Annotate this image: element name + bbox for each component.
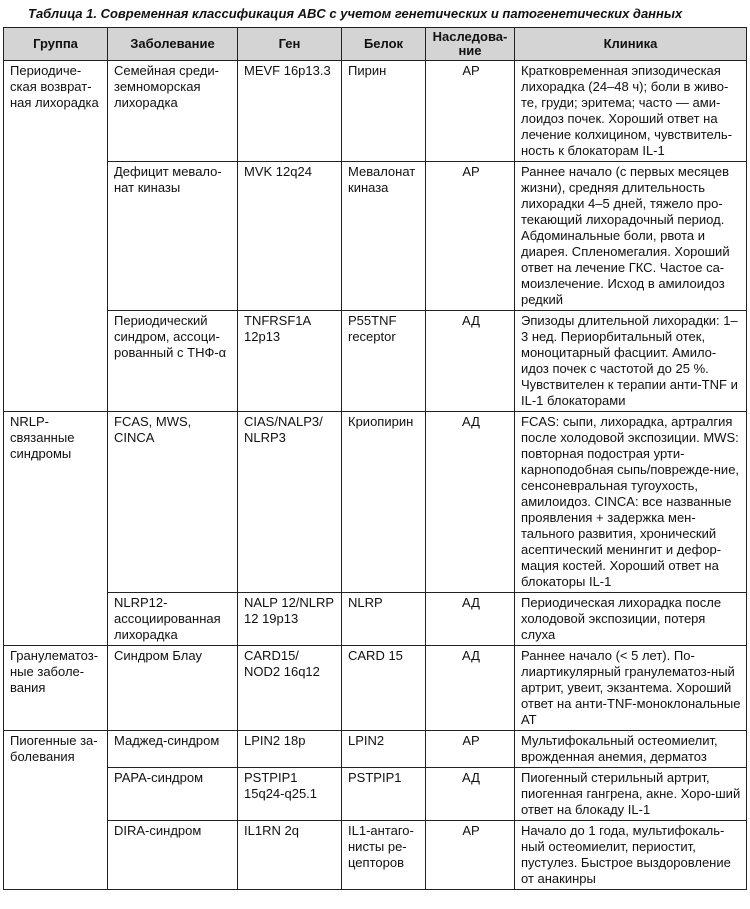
inheritance-cell: АД xyxy=(426,593,515,646)
gene-cell: MEVF 16p13.3 xyxy=(238,61,342,162)
clinic-cell: Начало до 1 года, мультифокаль-ный остеомиелит, периостит, пустулез. Быстрое выздоровление от анакинры xyxy=(515,821,747,890)
clinic-cell: Эпизоды длительной лихорадки: 1–3 нед. Периорбитальный отек, моноцитарный фасциит. Амило-идоз почек с частотой до 25 %. Чувствителен к терапии анти-TNF и IL-1 блокаторами xyxy=(515,311,747,412)
protein-cell: IL1-антаго-нисты ре-цепторов xyxy=(342,821,426,890)
table-row xyxy=(4,646,747,731)
table-caption: Таблица 1. Современная классификация ABC с учетом генетических и патогенетических данных xyxy=(28,6,683,21)
table-row xyxy=(4,311,747,412)
header-inheritance: Наследова-ние xyxy=(426,28,515,61)
gene-cell: LPIN2 18p xyxy=(238,731,342,768)
gene-cell: PSTPIP1 15q24-q25.1 xyxy=(238,768,342,821)
protein-cell: CARD 15 xyxy=(342,646,426,731)
protein-cell: NLRP xyxy=(342,593,426,646)
protein-cell: Пирин xyxy=(342,61,426,162)
gene-cell: NALP 12/NLRP 12 19p13 xyxy=(238,593,342,646)
header-row xyxy=(4,28,747,61)
protein-cell: LPIN2 xyxy=(342,731,426,768)
disease-cell: PAPA-синдром xyxy=(108,768,238,821)
table-row xyxy=(4,593,747,646)
disease-cell: Дефицит мевало-нат киназы xyxy=(108,162,238,311)
gene-cell: MVK 12q24 xyxy=(238,162,342,311)
header-disease: Заболевание xyxy=(108,28,238,61)
inheritance-cell: АД xyxy=(426,768,515,821)
disease-cell: Периодический синдром, ассоци-рованный с ТНФ-α xyxy=(108,311,238,412)
clinic-cell: Раннее начало (с первых месяцев жизни), средняя длительность лихорадки 4–5 дней, тяжело про-текающий лихорадочный период. Абдоминальные боли, рвота и диарея. Спленомегалия. Хороший ответ на лечение ГКС. Частое са-моизлечение. Исход в амилоидоз редкий xyxy=(515,162,747,311)
disease-cell: Семейная среди-земноморская лихорадка xyxy=(108,61,238,162)
inheritance-cell: АР xyxy=(426,61,515,162)
group-cell: Гранулематоз-ные заболе-вания xyxy=(4,646,108,731)
gene-cell: CARD15/ NOD2 16q12 xyxy=(238,646,342,731)
clinic-cell: Раннее начало (< 5 лет). По-лиартикулярный гранулематоз-ный артрит, увеит, экзантема. Хороший ответ на анти-TNF-моноклональные АТ xyxy=(515,646,747,731)
clinic-cell: Периодическая лихорадка после холодовой экспозиции, потеря слуха xyxy=(515,593,747,646)
table-row xyxy=(4,821,747,890)
gene-cell: TNFRSF1A 12p13 xyxy=(238,311,342,412)
clinic-cell: Пиогенный стерильный артрит, пиогенная гангрена, акне. Хоро-ший ответ на блокаду IL-1 xyxy=(515,768,747,821)
clinic-cell: Мультифокальный остеомиелит, врожденная анемия, дерматоз xyxy=(515,731,747,768)
gene-cell: IL1RN 2q xyxy=(238,821,342,890)
inheritance-cell: АД xyxy=(426,311,515,412)
disease-cell: Маджед-синдром xyxy=(108,731,238,768)
inheritance-cell: АД xyxy=(426,412,515,593)
clinic-cell: Кратковременная эпизодическая лихорадка (24–48 ч); боли в живо-те, груди; эритема; часто — ами-лоидоз почек. Хороший ответ на лечение колхицином, чувствитель-ность к блокаторам IL-1 xyxy=(515,61,747,162)
protein-cell: P55TNF receptor xyxy=(342,311,426,412)
inheritance-cell: АР xyxy=(426,162,515,311)
header-protein: Белок xyxy=(342,28,426,61)
group-cell: NRLP-связанные синдромы xyxy=(4,412,108,646)
protein-cell: Криопирин xyxy=(342,412,426,593)
gene-cell: CIAS/NALP3/ NLRP3 xyxy=(238,412,342,593)
disease-cell: NLRP12-ассоциированная лихорадка xyxy=(108,593,238,646)
protein-cell: Мевалонат киназа xyxy=(342,162,426,311)
table-row xyxy=(4,731,747,768)
disease-cell: DIRA-синдром xyxy=(108,821,238,890)
table-row xyxy=(4,61,747,162)
inheritance-cell: АР xyxy=(426,821,515,890)
group-cell: Пиогенные за-болевания xyxy=(4,731,108,890)
table-row xyxy=(4,412,747,593)
inheritance-cell: АР xyxy=(426,731,515,768)
table-row xyxy=(4,768,747,821)
disease-cell: Синдром Блау xyxy=(108,646,238,731)
header-group: Группа xyxy=(4,28,108,61)
inheritance-cell: АД xyxy=(426,646,515,731)
header-gene: Ген xyxy=(238,28,342,61)
group-cell: Периодиче-ская возврат-ная лихорадка xyxy=(4,61,108,412)
classification-table xyxy=(3,27,747,890)
clinic-cell: FCAS: сыпи, лихорадка, артралгия после холодовой экспозиции. MWS: повторная подострая урти-карноподобная сыпь/поврежде-ние, сенсоневральная тугоухость, амилоидоз. CINCA: все названные проявления + задержка мен-тального развития, хронический асептический менингит и дефор-мация костей. Хороший ответ на блокаторы IL-1 xyxy=(515,412,747,593)
header-clinic: Клиника xyxy=(515,28,747,61)
table-row xyxy=(4,162,747,311)
protein-cell: PSTPIP1 xyxy=(342,768,426,821)
disease-cell: FCAS, MWS, CINCA xyxy=(108,412,238,593)
